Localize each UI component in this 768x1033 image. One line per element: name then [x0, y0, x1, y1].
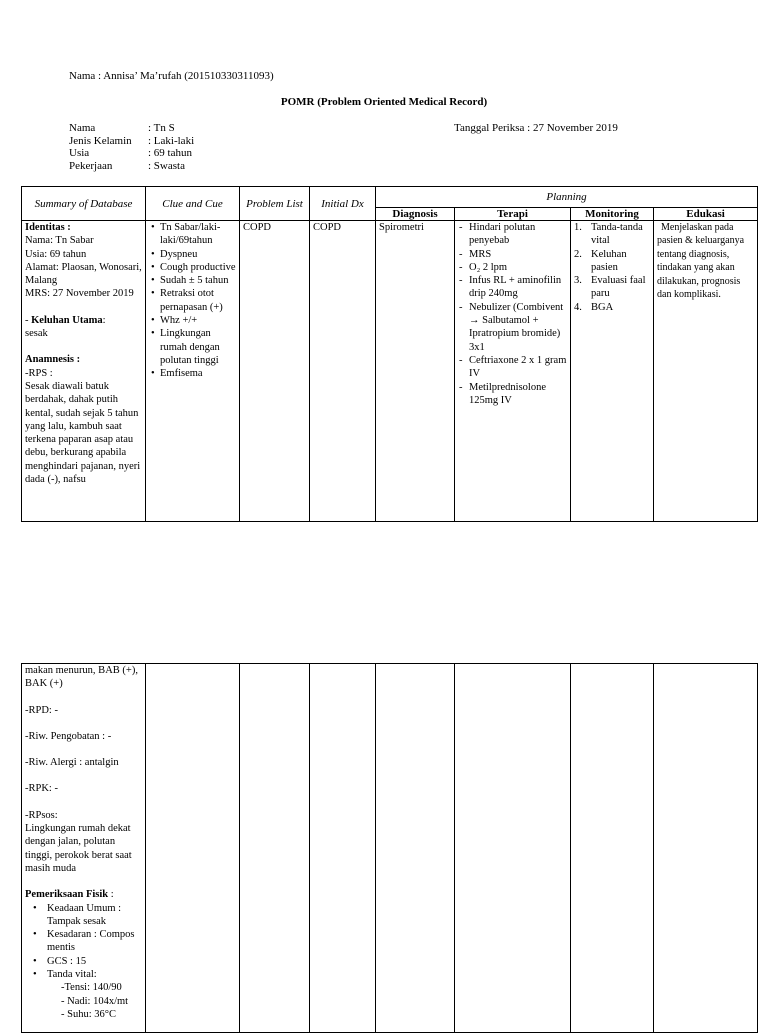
pekerjaan-value: : Swasta	[148, 159, 185, 172]
monitoring-item: 3. Evaluasi faal paru	[574, 275, 646, 300]
nama-value: : Tn S	[148, 122, 175, 134]
vital-tensi: -Tensi: 140/90	[61, 982, 122, 994]
keluhan-value: sesak	[25, 328, 48, 340]
summary-continued-text: makan menurun, BAB (+), BAK (+)	[25, 665, 138, 690]
rps-text: Sesak diawali batuk berdahak, dahak putih kental, sudah sejak 5 tahun yang lalu, kambuh saat terkena paparan asap atau debu, berkurang apabila menghindari pajanan, nyeri dada (-), nafsu	[25, 380, 141, 486]
monitoring-item: 1. Tanda-tanda vital	[574, 222, 643, 247]
vital-nadi: - Nadi: 104x/mt	[61, 995, 129, 1007]
terapi-cell	[455, 221, 571, 522]
clue-item: • Cough productive	[160, 261, 236, 274]
empty-cell	[571, 664, 654, 1033]
anamnesis-label: Anamnesis :	[25, 354, 81, 366]
rpsos-label: -RPsos:	[25, 809, 58, 821]
monitoring-item: 2. Keluhan pasien	[574, 248, 627, 273]
clue-item: • Lingkungan rumah dengan polutan tinggi	[160, 327, 236, 367]
rps-label: -RPS :	[25, 367, 53, 379]
pemeriksaan-fisik-line: Pemeriksaan Fisik :	[25, 889, 114, 901]
clue-item: • Emfisema	[160, 367, 236, 380]
exam-date: Tanggal Periksa : 27 November 2019	[454, 122, 618, 134]
keluhan-label: Keluhan Utama	[31, 314, 103, 326]
usia-label: Usia	[69, 147, 90, 159]
pf-item: • Tanda vital:	[47, 968, 142, 981]
identitas-line: MRS: 27 November 2019	[25, 288, 134, 300]
empty-cell	[240, 664, 310, 1033]
identitas-line: Usia: 69 tahun	[25, 248, 87, 260]
identitas-line: Nama: Tn Sabar	[25, 235, 94, 247]
patient-info	[69, 122, 194, 172]
problem-cell: COPD	[240, 221, 310, 522]
terapi-item: - O₂ 2 lpm	[469, 261, 567, 274]
initial-dx-cell: COPD	[310, 221, 376, 522]
header-problem: Problem List	[240, 187, 310, 221]
header-initial: Initial Dx	[310, 187, 376, 221]
pomr-table	[21, 186, 758, 522]
terapi-item: - Ceftriaxone 2 x 1 gram IV	[469, 354, 567, 381]
empty-cell	[146, 664, 240, 1033]
terapi-item: - MRS	[469, 248, 567, 261]
jk-value: : Laki-laki	[148, 134, 195, 147]
pf-item: • GCS : 15	[47, 955, 142, 968]
terapi-item: - Infus RL + aminofilin drip 240mg	[469, 274, 567, 301]
jk-label: Jenis Kelamin	[69, 134, 132, 147]
usia-value: : 69 tahun	[148, 147, 192, 159]
empty-cell	[654, 664, 758, 1033]
header-planning: Planning	[376, 187, 758, 208]
keluhan-line: - Keluhan Utama:	[25, 314, 106, 326]
header-clue: Clue and Cue	[146, 187, 240, 221]
clue-item: • Tn Sabar/laki-laki/69tahun	[160, 221, 236, 248]
rpd-line: -RPD: -	[25, 704, 58, 716]
edukasi-cell: Menjelaskan pada pasien & keluarganya tentang diagnosis, tindakan yang akan dilakukan, prognosis dan komplikasi.	[654, 221, 758, 522]
monitoring-cell	[571, 221, 654, 522]
terapi-item: - Nebulizer (Combivent → Salbutamol + Ipratropium bromide) 3x1	[469, 301, 567, 354]
rpk-line: -RPK: -	[25, 783, 58, 795]
pf-item: • Kesadaran : Compos mentis	[47, 928, 142, 955]
terapi-item: - Hindari polutan penyebab	[469, 221, 567, 248]
empty-cell	[376, 664, 455, 1033]
nama-label: Nama	[69, 122, 96, 134]
header-edukasi: Edukasi	[654, 208, 758, 221]
author-line: Nama : Annisa’ Ma’rufah (201510330311093)	[69, 70, 274, 82]
rpsos-text: Lingkungan rumah dekat dengan jalan, polutan tinggi, perokok berat saat masih muda	[25, 823, 132, 874]
empty-cell	[455, 664, 571, 1033]
diagnosis-cell: Spirometri	[376, 221, 455, 522]
riw-pengobatan-line: -Riw. Pengobatan : -	[25, 730, 112, 742]
header-terapi: Terapi	[455, 208, 571, 221]
clue-item: • Dyspneu	[160, 248, 236, 261]
pekerjaan-label: Pekerjaan	[69, 159, 113, 172]
header-diagnosis: Diagnosis	[376, 208, 455, 221]
document-title: POMR (Problem Oriented Medical Record)	[280, 96, 488, 108]
clue-item: • Retraksi otot pernapasan (+)	[160, 287, 236, 314]
terapi-item: - Metilprednisolone 125mg IV	[469, 381, 567, 408]
pomr-table-continued	[21, 663, 758, 1033]
summary-cell	[22, 221, 146, 522]
summary-continued-cell	[22, 664, 146, 1033]
header-summary: Summary of Database	[22, 187, 146, 221]
clue-cell	[146, 221, 240, 522]
identitas-label: Identitas :	[25, 222, 71, 233]
riw-alergi-line: -Riw. Alergi : antalgin	[25, 757, 119, 769]
identitas-line: Alamat: Plaosan, Wonosari, Malang	[25, 261, 142, 287]
empty-cell	[310, 664, 376, 1033]
header-monitoring: Monitoring	[571, 208, 654, 221]
monitoring-item: 4. BGA	[574, 301, 614, 313]
vital-suhu: - Suhu: 36°C	[61, 1008, 116, 1020]
pf-item: • Keadaan Umum : Tampak sesak	[47, 902, 142, 929]
clue-item: • Whz +/+	[160, 314, 236, 327]
clue-item: • Sudah ± 5 tahun	[160, 274, 236, 287]
